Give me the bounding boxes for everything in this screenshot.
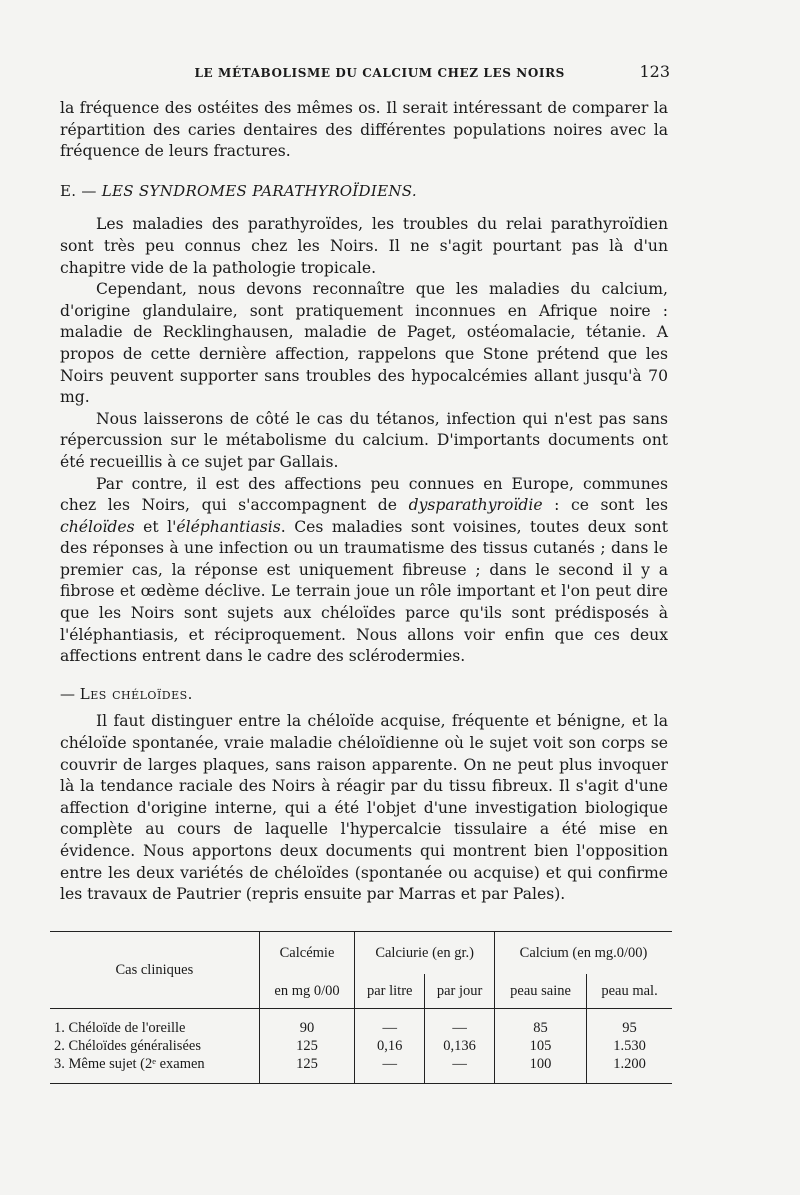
cell-peau-mal: 95 [587, 1019, 672, 1037]
paragraph-1: la fréquence des ostéites des mêmes os. Il serait intéressant de comparer la répartition des caries dentaires des différentes populations noires avec la fréquence de leurs fractures. [60, 99, 668, 161]
paragraph-3: Cependant, nous devons reconnaître que les maladies du calcium, d'origine glandulaire, sont pratiquement inconnues en Afrique noire : maladie de Recklinghausen, maladie de Paget, ostéomalacie, tétanie. A propos de cette dernière affection, rappelons que Stone prétend que les Noirs peuvent supporter sans troubles des hypocalcémies allant jusqu'à 70 mg. [60, 280, 668, 407]
cell-par-litre: 0,16 [355, 1037, 425, 1055]
header-peau-mal: peau mal. [587, 974, 672, 1009]
header-par-jour: par jour [425, 974, 495, 1009]
section-heading-e [60, 181, 668, 203]
cell-cas: 1. Chéloïde de l'oreille [54, 1020, 186, 1036]
cell-par-jour: — [425, 1055, 495, 1073]
page-header [60, 62, 670, 81]
paragraph-2: Les maladies des parathyroïdes, les troubles du relai parathyroïdien sont très peu connus chez les Noirs. Il ne s'agit pourtant pas là d'un chapitre vide de la pathologie tropicale. [60, 215, 668, 277]
table-row [50, 1055, 672, 1073]
calcium-table [50, 931, 672, 1084]
cell-par-litre: — [355, 1055, 425, 1073]
cell-calcemie: 90 [259, 1019, 355, 1037]
cell-calcemie: 125 [259, 1055, 355, 1073]
subheading-title: Les chéloïdes. [79, 684, 193, 703]
cell-peau-saine: 105 [495, 1037, 587, 1055]
section-title: LES SYNDROMES PARATHYROÏDIENS. [101, 181, 417, 200]
p5-term-dysparathyroidie: dysparathyroïdie [408, 496, 543, 515]
page-number: 123 [639, 62, 670, 81]
cell-par-jour: — [425, 1019, 495, 1037]
p5-text-g: . Ces maladies sont voisines, toutes deux sont des réponses à une infection ou un traumatisme des tissus cutanés ; dans le premier cas, la réponse est uniquement fibreuse ; dans le second il y a fibrose et œdème déclive. Le terrain joue un rôle important et l'on peut dire que les Noirs sont sujets aux chéloïdes parce qu'ils sont prédisposés à l'éléphantiasis, et réciproquement. Nous allons voir enfin que ces deux affections entrent dans le cadre des sclérodermies. [60, 517, 668, 666]
p5-text-a: Par contre, il est des affections peu connues en Europe, communes chez les Noirs, qui s'accompagnent de [60, 474, 668, 515]
subheading-cheloides [60, 684, 668, 706]
cell-peau-mal: 1.200 [587, 1055, 672, 1073]
header-calciurie: Calciurie (en gr.) [355, 932, 495, 975]
section-letter: E. — [60, 181, 102, 200]
cell-par-litre: — [355, 1019, 425, 1037]
cell-peau-mal: 1.530 [587, 1037, 672, 1055]
table-row [50, 1037, 672, 1055]
running-title: LE MÉTABOLISME DU CALCIUM CHEZ LES NOIRS [194, 66, 565, 80]
header-peau-saine: peau saine [495, 974, 587, 1009]
p5-term-cheloides: chéloïdes [60, 517, 135, 536]
paragraph-4: Nous laisserons de côté le cas du tétanos, infection qui n'est pas sans répercussion sur le métabolisme du calcium. D'importants documents ont été recueillis à ce sujet par Gallais. [60, 409, 668, 471]
cell-cas: 3. Même sujet (2ᵉ examen [54, 1056, 205, 1072]
header-calcemie-unit: en mg 0/00 [259, 974, 355, 1009]
p5-term-elephantiasis: éléphantiasis [176, 517, 281, 536]
header-cas: Cas cliniques [115, 961, 194, 978]
subheading-dash: — [60, 684, 80, 703]
cell-peau-saine: 85 [495, 1019, 587, 1037]
header-calcium: Calcium (en mg.0/00) [495, 932, 672, 975]
paragraph-6: Il faut distinguer entre la chéloïde acquise, fréquente et bénigne, et la chéloïde spontanée, vraie maladie chéloïdienne où le sujet voit son corps se couvrir de larges plaques, sans raison apparente. On ne peut plus invoquer là la tendance raciale des Noirs à réagir par du tissu fibreux. Il s'agit d'une affection d'origine interne, qui a été l'objet d'une investigation biologique complète au cours de laquelle l'hypercalcie tissulaire a été mise en évidence. Nous apportons deux documents qui montrent bien l'opposition entre les deux variétés de chéloïdes (spontanée ou acquise) et qui confirme les travaux de Pautrier (repris ensuite par Marras et par Pales). [60, 712, 668, 904]
cell-calcemie: 125 [259, 1037, 355, 1055]
paragraph-5 [60, 474, 668, 668]
table-row [50, 1019, 672, 1037]
header-par-litre: par litre [355, 974, 425, 1009]
body-text [60, 98, 668, 906]
cell-cas: 2. Chéloïdes généralisées [54, 1038, 201, 1054]
header-calcemie: Calcémie [259, 932, 355, 975]
p5-text-e: et l' [134, 517, 177, 536]
p5-text-c: : ce sont les [542, 496, 668, 515]
cell-peau-saine: 100 [495, 1055, 587, 1073]
cell-par-jour: 0,136 [425, 1037, 495, 1055]
